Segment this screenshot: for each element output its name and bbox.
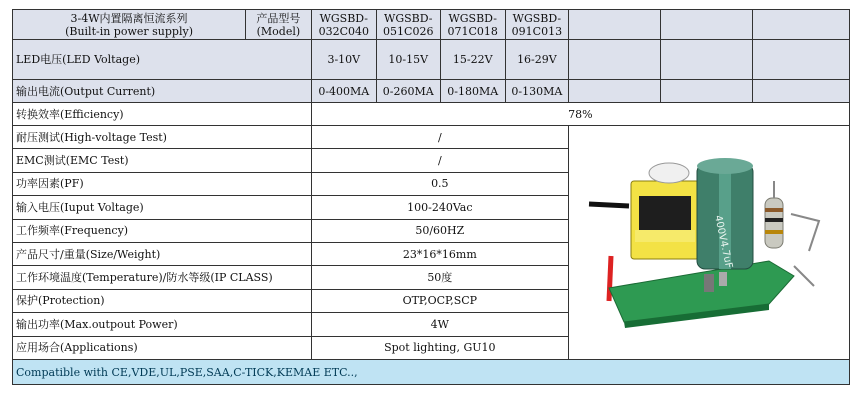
output-current-label: 输出电流(Output Current) [13, 80, 312, 103]
spec-value: / [311, 126, 568, 149]
series-title-en: (Built-in power supply) [65, 24, 193, 38]
spec-row [13, 126, 850, 149]
model-3-prefix: WGSBD- [448, 11, 497, 25]
model-label-en: (Model) [256, 24, 301, 38]
spec-label: 输入电压(Iuput Voltage) [13, 196, 312, 219]
output-current-value: 0-130MA [505, 80, 568, 103]
spec-label: 输出功率(Max.outpout Power) [13, 313, 312, 336]
led-voltage-row [13, 40, 850, 80]
model-2-prefix: WGSBD- [384, 11, 433, 25]
empty-header-cell [660, 10, 752, 40]
model-3-code: 071C018 [447, 24, 498, 38]
model-1-prefix: WGSBD- [319, 11, 369, 25]
capacitor-label: 400V4.7uF [712, 214, 735, 270]
driver-board-photo [569, 126, 849, 356]
empty-cell [568, 80, 660, 103]
output-current-value: 0-260MA [376, 80, 440, 103]
led-voltage-value: 15-22V [440, 40, 505, 80]
model-2-code: 051C026 [383, 24, 434, 38]
header-row [13, 10, 850, 40]
spec-label: 产品尺寸/重量(Size/Weight) [13, 242, 312, 265]
efficiency-value: 78% [311, 103, 849, 126]
empty-header-cell [568, 10, 660, 40]
footer-row [13, 360, 850, 385]
model-cell-4 [505, 10, 568, 40]
series-title [13, 10, 246, 40]
empty-cell [660, 40, 752, 80]
spec-value: OTP,OCP,SCP [311, 289, 568, 312]
spec-value: 50度 [311, 266, 568, 289]
empty-header-cell [752, 10, 849, 40]
spec-label: 功率因素(PF) [13, 172, 312, 195]
model-1-code: 032C040 [318, 24, 369, 38]
model-cell-1 [311, 10, 376, 40]
output-current-value: 0-400MA [311, 80, 376, 103]
efficiency-row [13, 103, 850, 126]
led-voltage-label: LED电压(LED Voltage) [13, 40, 312, 80]
model-label-cn: 产品型号 [256, 11, 301, 25]
spec-value: 0.5 [311, 172, 568, 195]
spec-label: 保护(Protection) [13, 289, 312, 312]
output-current-value: 0-180MA [440, 80, 505, 103]
empty-cell [660, 80, 752, 103]
model-cell-3 [440, 10, 505, 40]
series-title-cn: 3-4W内置隔离恒流系列 [70, 11, 188, 25]
spec-value: 100-240Vac [311, 196, 568, 219]
product-photo-cell [568, 126, 849, 360]
spec-label: 耐压测试(High-voltage Test) [13, 126, 312, 149]
led-voltage-value: 16-29V [505, 40, 568, 80]
empty-cell [752, 40, 849, 80]
efficiency-label: 转换效率(Efficiency) [13, 103, 312, 126]
spec-value: 4W [311, 313, 568, 336]
model-cell-2 [376, 10, 440, 40]
spec-value: Spot lighting, GU10 [311, 336, 568, 359]
spec-label: 工作环境温度(Temperature)/防水等级(IP CLASS) [13, 266, 312, 289]
empty-cell [752, 80, 849, 103]
spec-table [12, 9, 850, 385]
model-label [246, 10, 312, 40]
spec-value: 50/60HZ [311, 219, 568, 242]
spec-label: 应用场合(Applications) [13, 336, 312, 359]
led-voltage-value: 3-10V [311, 40, 376, 80]
model-4-prefix: WGSBD- [512, 11, 562, 25]
model-4-code: 091C013 [511, 24, 563, 38]
output-current-row [13, 80, 850, 103]
spec-value: / [311, 149, 568, 172]
spec-label: 工作频率(Frequency) [13, 219, 312, 242]
spec-label: EMC测试(EMC Test) [13, 149, 312, 172]
led-voltage-value: 10-15V [376, 40, 440, 80]
empty-cell [568, 40, 660, 80]
spec-value: 23*16*16mm [311, 242, 568, 265]
compatibility-note: Compatible with CE,VDE,UL,PSE,SAA,C-TICK,KEMAE ETC.., [13, 360, 850, 385]
